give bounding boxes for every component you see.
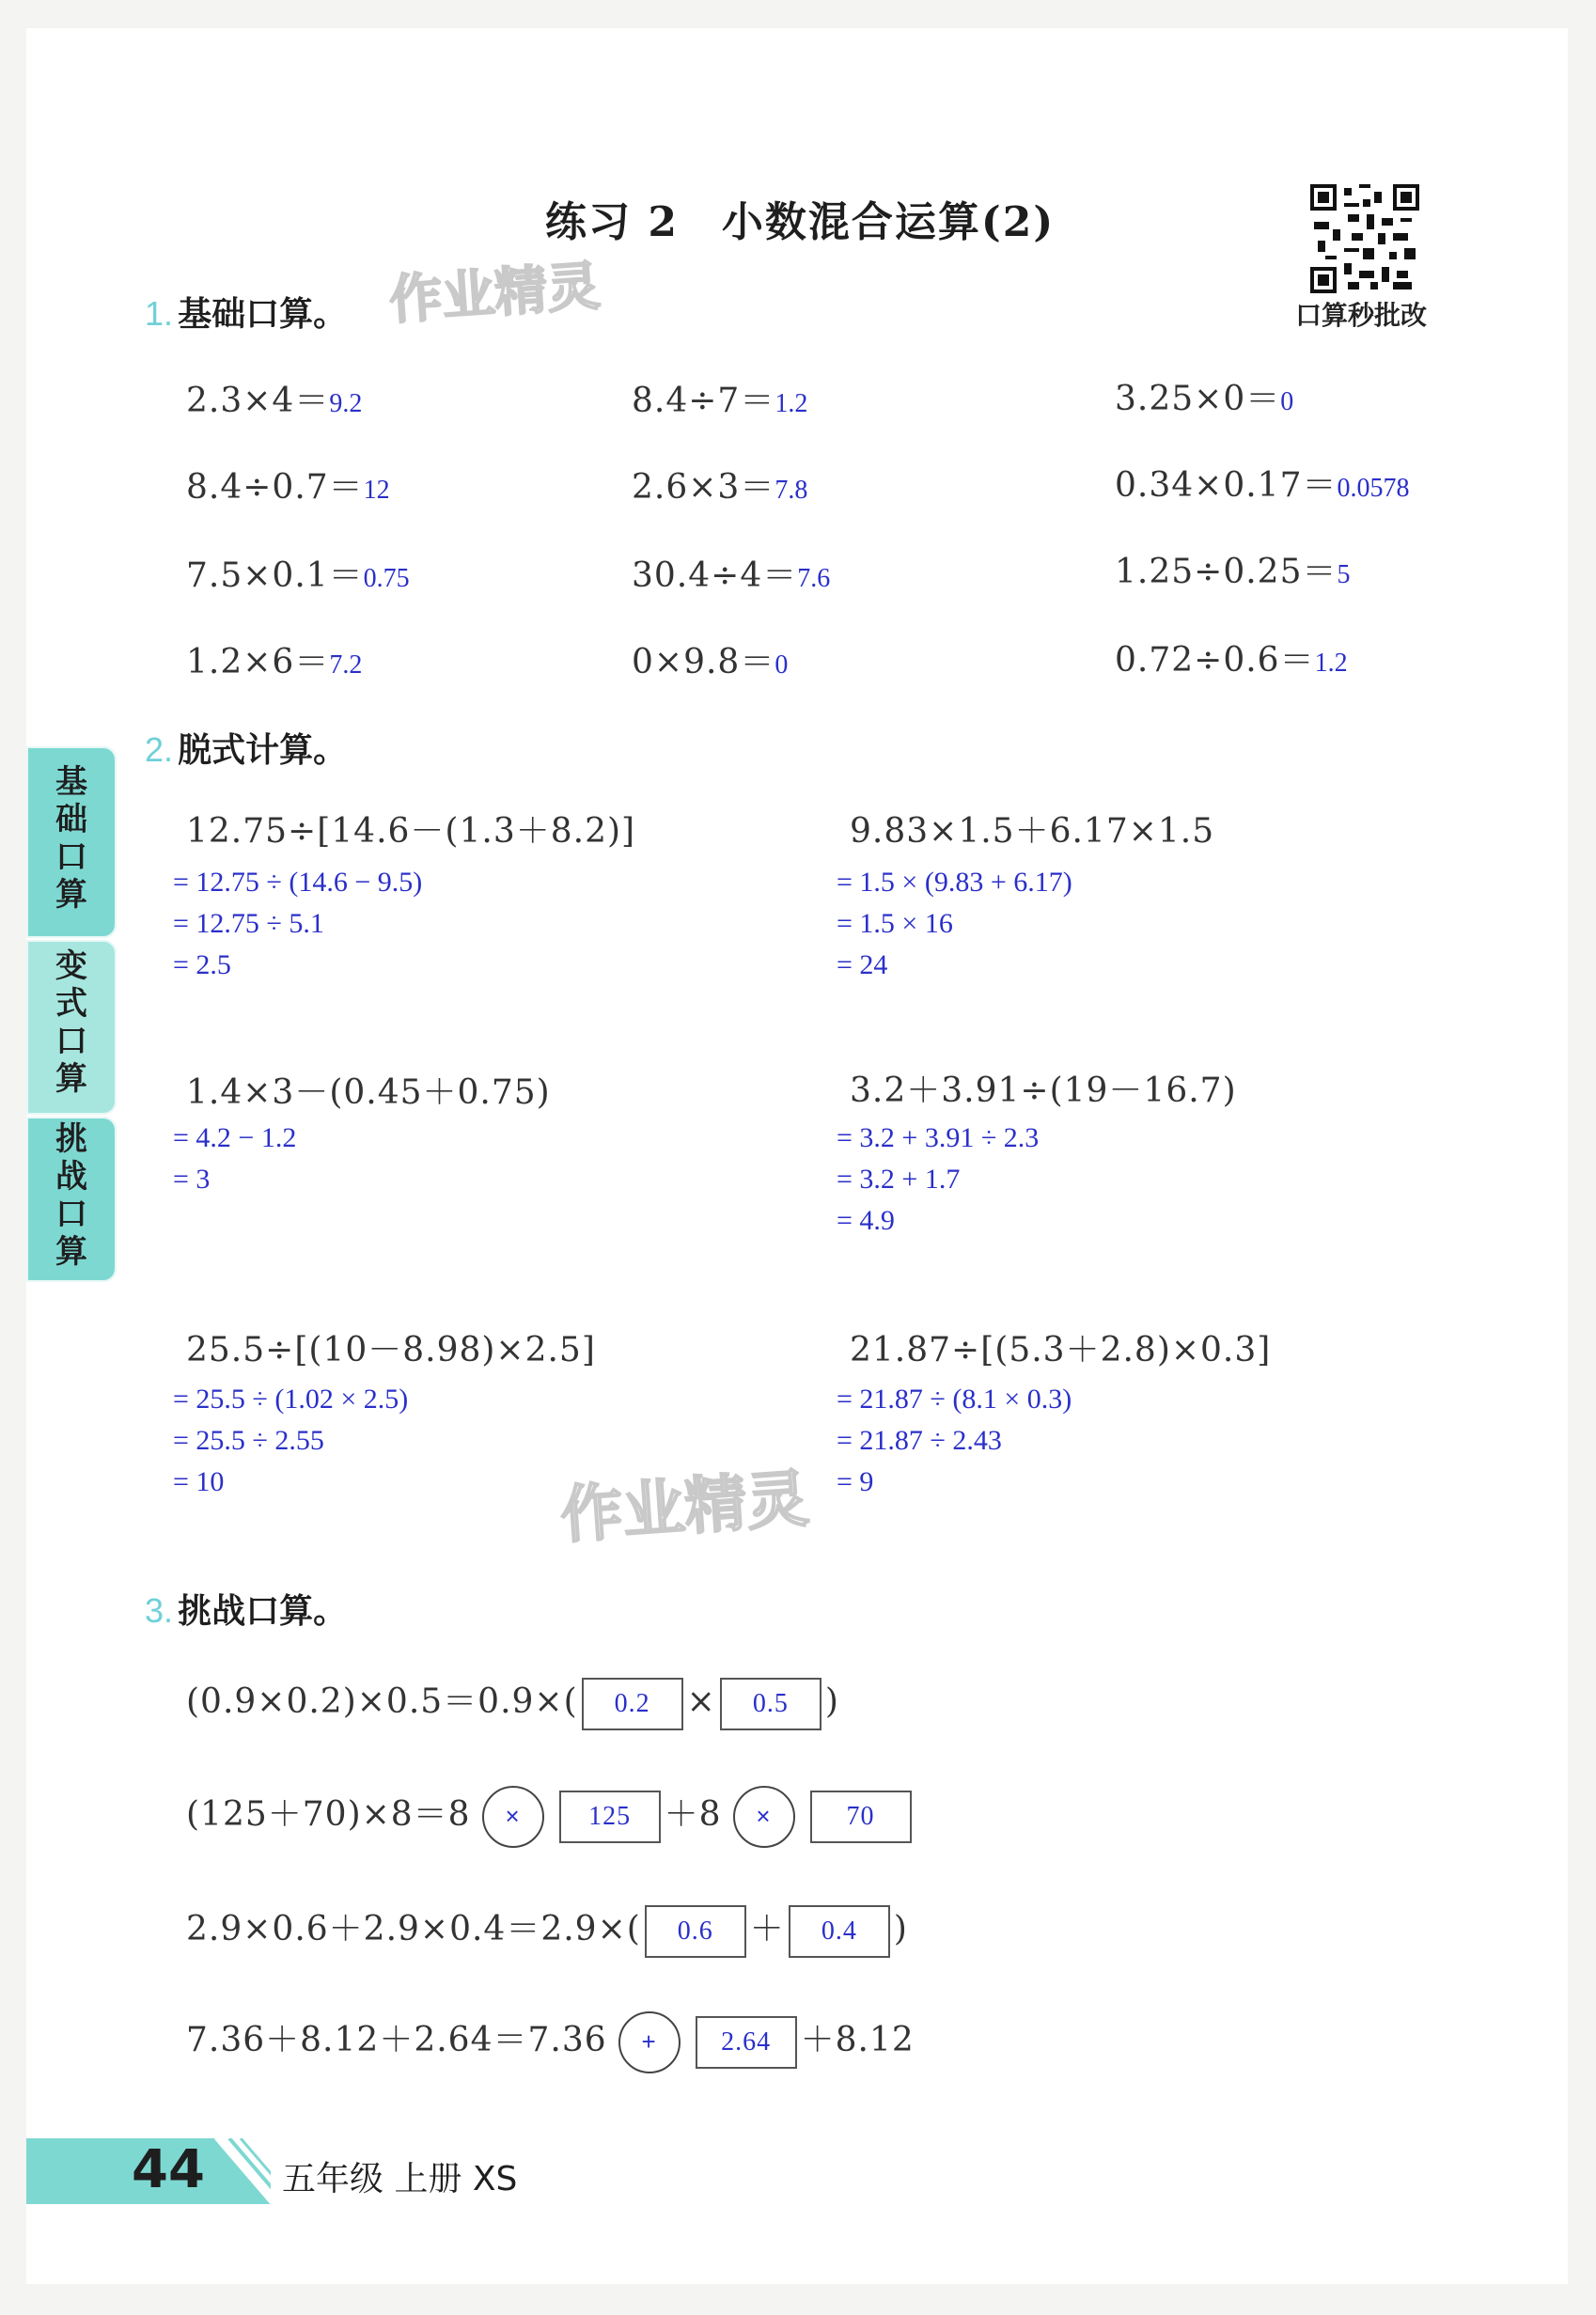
solution-step: = 12.75 ÷ 5.1 xyxy=(173,908,324,939)
answer-box[interactable]: 0.4 xyxy=(789,1905,890,1958)
page-number: 44 xyxy=(132,2139,205,2200)
question: 0.72÷0.6＝ xyxy=(1115,641,1315,680)
answer: 7.2 xyxy=(329,650,363,680)
solution-step: = 1.5 × 16 xyxy=(837,908,953,939)
oral-item xyxy=(1115,633,1348,681)
answer: 1.2 xyxy=(775,389,808,418)
watermark: 作业精灵 xyxy=(387,256,602,332)
operator: × xyxy=(686,1682,716,1721)
challenge-row xyxy=(186,1786,915,1848)
answer: 7.8 xyxy=(775,476,808,505)
solution-step: = 10 xyxy=(173,1466,225,1497)
operator: ＋ xyxy=(749,1910,785,1948)
oral-item xyxy=(1115,545,1350,593)
answer: 0.75 xyxy=(363,564,410,593)
oral-item xyxy=(632,461,807,508)
answer: 5 xyxy=(1337,560,1351,589)
side-tab-variant[interactable] xyxy=(26,940,117,1115)
oral-item xyxy=(632,635,788,683)
problem-expression: 12.75÷[14.6－(1.3＋8.2)] xyxy=(186,812,636,851)
answer: 1.2 xyxy=(1314,649,1348,678)
solution-step: = 3.2 + 1.7 xyxy=(837,1164,961,1195)
qr-code-icon[interactable] xyxy=(1310,184,1419,293)
answer-circle[interactable]: + xyxy=(618,2011,681,2073)
problem-expression: 25.5÷[(10－8.98)×2.5] xyxy=(186,1331,596,1369)
problem-expression: 21.87÷[(5.3＋2.8)×0.3] xyxy=(850,1331,1272,1369)
answer: 9.2 xyxy=(329,389,363,418)
solution-step: = 2.5 xyxy=(173,949,231,980)
challenge-text: (0.9×0.2)×0.5＝0.9×( xyxy=(186,1682,578,1721)
side-tab-label: 挑战口算 xyxy=(55,1120,87,1271)
answer-box[interactable]: 70 xyxy=(810,1791,912,1843)
question: 8.4÷7＝ xyxy=(632,382,775,420)
problem-expression: 9.83×1.5＋6.17×1.5 xyxy=(850,812,1215,851)
solution-step: = 25.5 ÷ (1.02 × 2.5) xyxy=(173,1384,409,1415)
side-tab-label: 基础口算 xyxy=(55,763,87,914)
solution-step: = 9 xyxy=(837,1466,874,1497)
section-number: 1. xyxy=(145,294,174,333)
question: 2.3×4＝ xyxy=(186,382,330,420)
section-number: 3. xyxy=(145,1591,174,1630)
qr-label: 口算秒批改 xyxy=(1295,300,1428,331)
oral-item xyxy=(186,461,390,508)
challenge-row xyxy=(186,2011,915,2073)
answer: 12 xyxy=(363,476,390,505)
question: 0×9.8＝ xyxy=(632,643,775,681)
section-3-heading xyxy=(145,1585,347,1633)
question: 1.25÷0.25＝ xyxy=(1115,553,1338,591)
challenge-text: (125＋70)×8＝8 xyxy=(186,1795,471,1834)
oral-item xyxy=(632,549,830,597)
question: 0.34×0.17＝ xyxy=(1115,466,1338,505)
side-tab-label: 变式口算 xyxy=(55,947,87,1098)
oral-item xyxy=(1115,372,1293,420)
solution-step: = 24 xyxy=(837,949,888,980)
question: 30.4÷4＝ xyxy=(632,556,798,595)
answer: 0 xyxy=(775,650,789,680)
solution-step: = 25.5 ÷ 2.55 xyxy=(173,1425,324,1456)
solution-step: = 21.87 ÷ 2.43 xyxy=(837,1425,1002,1456)
answer: 0 xyxy=(1280,387,1294,416)
section-2-heading xyxy=(145,724,347,772)
answer-box[interactable]: 2.64 xyxy=(696,2016,797,2069)
section-1-heading xyxy=(145,288,347,336)
question: 2.6×3＝ xyxy=(632,468,775,507)
oral-item xyxy=(186,549,410,597)
solution-step: = 3 xyxy=(173,1164,211,1195)
problem-expression: 3.2＋3.91÷(19－16.7) xyxy=(850,1071,1237,1110)
solution-step: = 4.2 − 1.2 xyxy=(173,1122,297,1153)
solution-step: = 1.5 × (9.83 + 6.17) xyxy=(837,867,1072,898)
section-number: 2. xyxy=(145,730,174,769)
challenge-text: ) xyxy=(893,1910,908,1948)
answer-box[interactable]: 0.6 xyxy=(645,1905,746,1958)
answer: 7.6 xyxy=(797,564,831,593)
oral-item xyxy=(632,374,807,422)
grade-label: 五年级 上册 XS xyxy=(282,2160,518,2198)
solution-step: = 21.87 ÷ (8.1 × 0.3) xyxy=(837,1384,1072,1415)
challenge-text: 7.36＋8.12＋2.64＝7.36 xyxy=(186,2021,607,2059)
section-title: 脱式计算。 xyxy=(178,731,348,770)
challenge-row xyxy=(186,1902,908,1958)
challenge-text: ＋8 xyxy=(664,1795,722,1834)
page-title: 练习 2 小数混合运算(2) xyxy=(545,198,1056,246)
problem-expression: 1.4×3－(0.45＋0.75) xyxy=(186,1073,551,1112)
answer-box[interactable]: 0.2 xyxy=(582,1678,683,1730)
question: 1.2×6＝ xyxy=(186,643,330,681)
answer-circle[interactable]: × xyxy=(482,1786,544,1848)
solution-step: = 3.2 + 3.91 ÷ 2.3 xyxy=(837,1122,1040,1153)
answer: 0.0578 xyxy=(1337,474,1410,503)
side-tab-basic[interactable] xyxy=(26,746,117,938)
solution-step: = 4.9 xyxy=(837,1205,895,1236)
answer-circle[interactable]: × xyxy=(733,1786,795,1848)
question: 7.5×0.1＝ xyxy=(186,556,364,595)
question: 8.4÷0.7＝ xyxy=(186,468,364,507)
answer-box[interactable]: 125 xyxy=(559,1791,661,1843)
watermark: 作业精灵 xyxy=(558,1462,811,1553)
answer-box[interactable]: 0.5 xyxy=(720,1678,821,1730)
challenge-row xyxy=(186,1675,839,1730)
side-tab-challenge[interactable] xyxy=(26,1117,117,1282)
challenge-text: ) xyxy=(824,1682,839,1721)
question: 3.25×0＝ xyxy=(1115,380,1281,418)
oral-item xyxy=(186,374,362,422)
oral-item xyxy=(186,635,362,683)
oral-item xyxy=(1115,459,1409,507)
section-title: 基础口算。 xyxy=(178,295,348,334)
section-title: 挑战口算。 xyxy=(178,1592,348,1631)
challenge-text: ＋8.12 xyxy=(800,2021,915,2059)
challenge-text: 2.9×0.6＋2.9×0.4＝2.9×( xyxy=(186,1910,641,1948)
solution-step: = 12.75 ÷ (14.6 − 9.5) xyxy=(173,867,423,898)
